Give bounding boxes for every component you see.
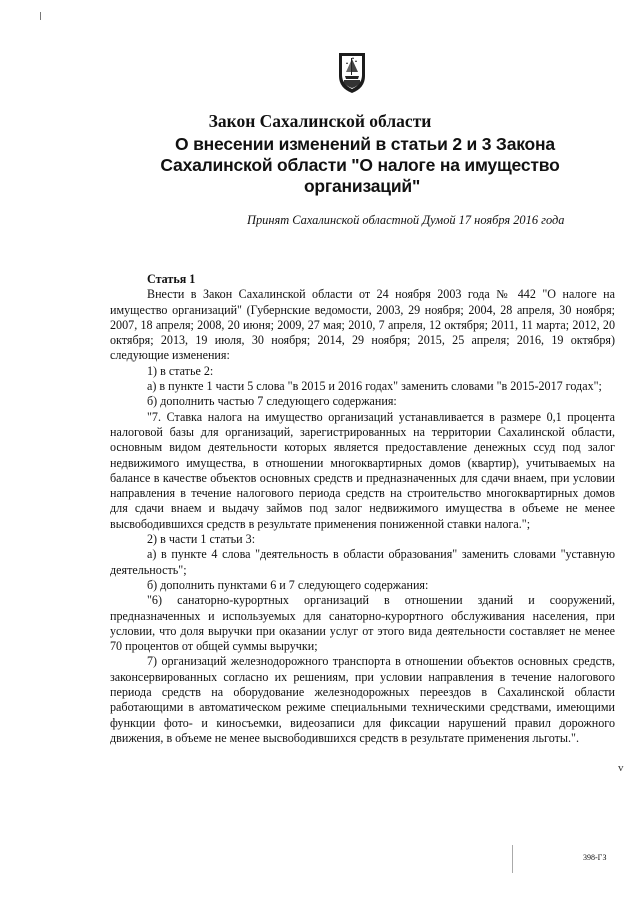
article-paragraph: "6) санаторно-курортных организаций в отношении зданий и сооружений, предназначенных и используемых для санаторно-курортного обслуживания населения, при условии, что доля выручки при оказании услуг от этого вида деятельности составляет не менее 70 процентов от общей суммы выручки;	[110, 593, 615, 654]
sakhalin-coat-of-arms-icon	[336, 50, 368, 94]
article-paragraph: а) в пункте 4 слова "деятельность в области образования" заменить словами "уставную деятельность";	[110, 547, 615, 577]
law-subject-line-3: организаций"	[303, 176, 421, 196]
article-body	[110, 272, 615, 746]
law-subject-line-2: Сахалинской области "О налоге на имущество	[160, 155, 560, 175]
scan-artifact	[40, 12, 41, 20]
article-paragraph: а) в пункте 1 части 5 слова "в 2015 и 2016 годах" заменить словами "в 2015-2017 годах";	[147, 379, 602, 394]
law-subject-line-1: О внесении изменений в статьи 2 и 3 Закона	[175, 134, 555, 154]
article-paragraph: "7. Ставка налога на имущество организаций устанавливается в размере 0,1 процента налоговой базы для организаций, зарегистрированных на территории Сахалинской области, основным видом деятельности которых является предоставление денежных ссуд под залог недвижимого имущества, в отношении многоквартирных домов (квартир), учитываемых на балансе в качестве объектов основных средств и предназначенных для сдачи внаем, при условии направления в течение налогового периода средств на строительство многоквартирных домов для сдачи внаем и выдачу займов под залог недвижимого имущества в объеме не менее высвободившихся средств в результате применения пониженной ставки налога.";	[110, 409, 615, 531]
document-number: 398-ГЗ	[583, 853, 607, 862]
article-paragraph: Внести в Закон Сахалинской области от 24 ноября 2003 года № 442 "О налоге на имущество организаций" (Губернские ведомости, 2003, 29 ноября; 2004, 28 апреля, 30 ноября; 2007, 18 апреля; 2008, 20 июня; 2009, 27 мая; 2010, 7 апреля, 12 октября; 2011, 11 марта; 2012, 20 октября; 2013, 19 июля, 30 ноября; 2014, 29 ноября; 2015, 25 апреля; 2016, 19 октября) следующие изменения:	[110, 287, 615, 363]
article-paragraph: 7) организаций железнодорожного транспорта в отношении объектов основных средств, законсервированных согласно их решениям, при условии направления в течение налогового периода средств на оборудование железнодорожных переездов в Сахалинской области работающими в автоматическом режиме специальными техническими средствами, имеющими функции фото- и киносъемки, видеозаписи для фиксации нарушений правил дорожного движения, в объеме не менее высвободившихся средств в результате применения льготы.".	[110, 654, 615, 745]
article-paragraph: б) дополнить частью 7 следующего содержания:	[147, 394, 397, 409]
adoption-note: Принят Сахалинской областной Думой 17 ноября 2016 года	[247, 213, 565, 227]
article-paragraph: 1) в статье 2:	[147, 363, 214, 378]
article-heading: Статья 1	[147, 272, 196, 286]
article-paragraph: 2) в части 1 статьи 3:	[147, 532, 256, 547]
law-title: Закон Сахалинской области	[208, 111, 432, 131]
article-paragraph: б) дополнить пунктами 6 и 7 следующего содержания:	[147, 577, 429, 592]
scan-artifact	[512, 845, 513, 873]
margin-mark: v	[618, 762, 624, 774]
